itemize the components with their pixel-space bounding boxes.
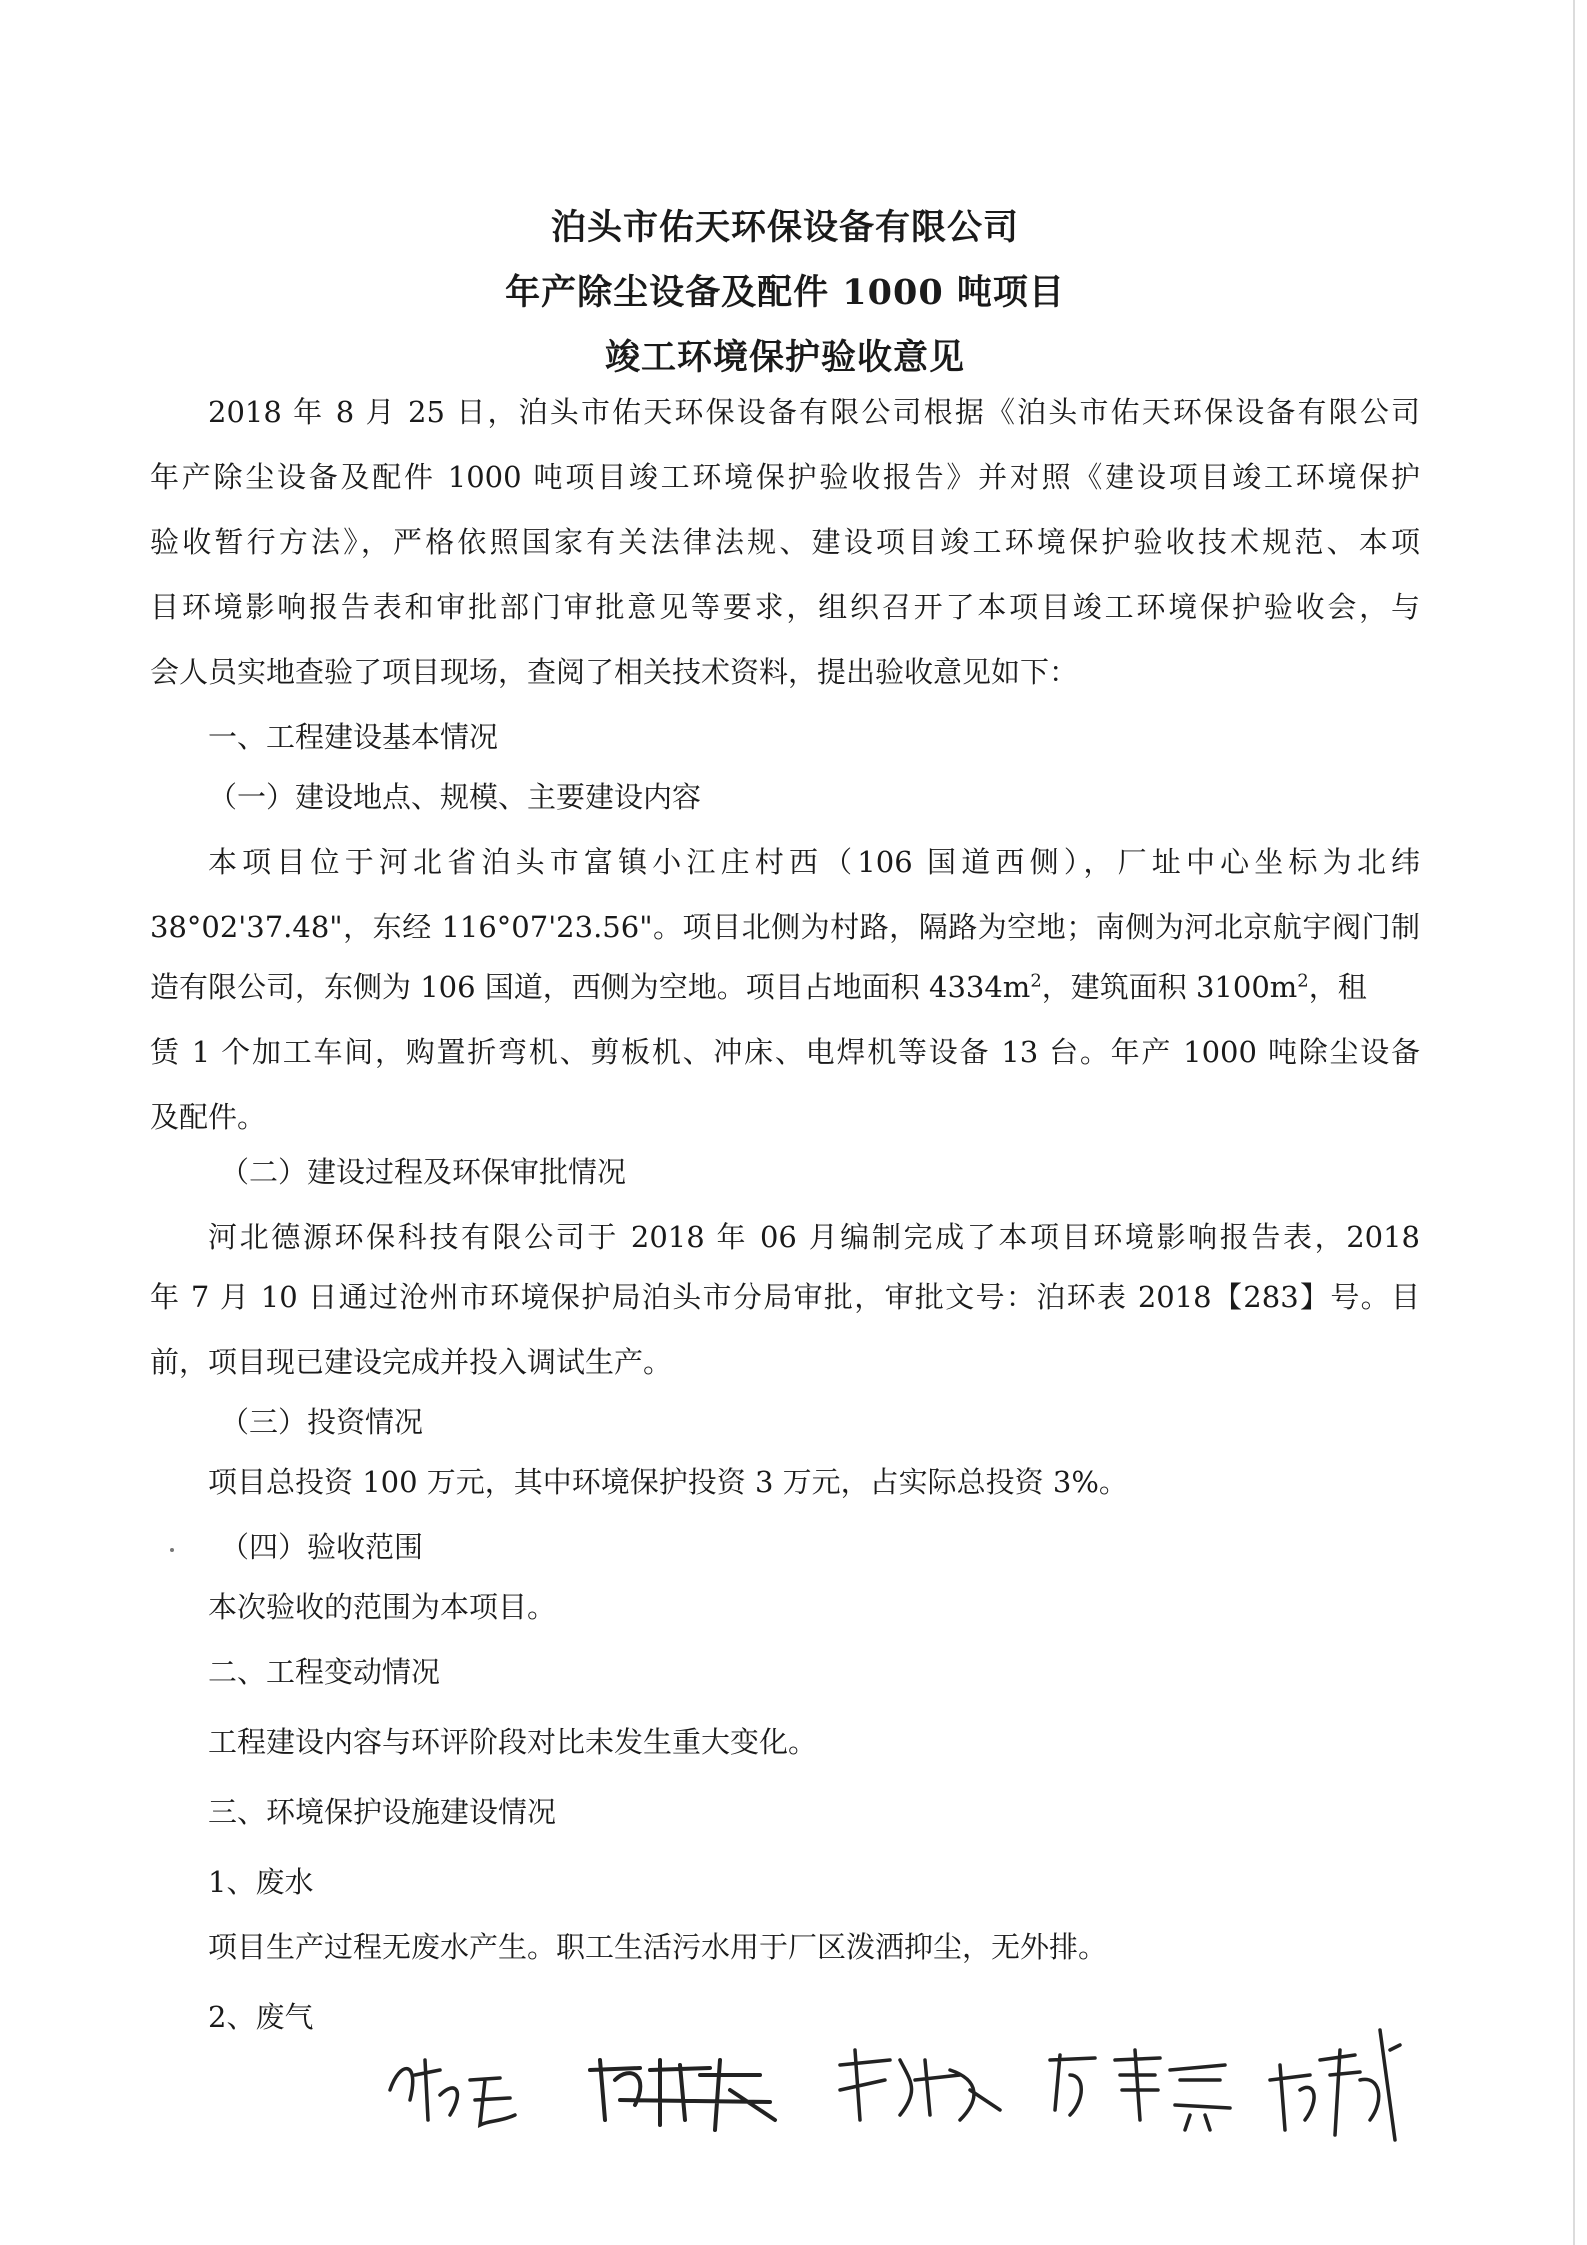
- intro-line-4: 目环境影响报告表和审批部门审批意见等要求，组织召开了本项目竣工环境保护验收会，与: [150, 590, 1420, 624]
- sub3-heading: （三）投资情况: [220, 1405, 424, 1439]
- sub1-heading: （一）建设地点、规模、主要建设内容: [208, 780, 702, 814]
- signatures-area: [380, 2020, 1480, 2170]
- sub2-heading: （二）建设过程及环保审批情况: [220, 1155, 627, 1189]
- intro-line-2: 年产除尘设备及配件 1000 吨项目竣工环境保护验收报告》并对照《建设项目竣工环境保护: [150, 460, 1420, 494]
- sub1-line-1: 本项目位于河北省泊头市富镇小江庄村西（106 国道西侧），厂址中心坐标为北纬: [208, 845, 1420, 879]
- item1-heading: 1、废水: [208, 1865, 314, 1899]
- signature-1: [380, 2020, 540, 2150]
- section2-heading: 二、工程变动情况: [208, 1655, 441, 1689]
- sub2-line-2: 年 7 月 10 日通过沧州市环境保护局泊头市分局审批，审批文号：泊环表 2018【283】号。目: [150, 1280, 1420, 1314]
- sub1-line-5: 及配件。: [150, 1100, 267, 1134]
- page-edge: [1573, 0, 1575, 2245]
- section3-heading: 三、环境保护设施建设情况: [208, 1795, 557, 1829]
- sub4-body: 本次验收的范围为本项目。: [208, 1590, 557, 1624]
- signature-5: [1260, 2020, 1410, 2170]
- title-line-3: 竣工环境保护验收意见: [604, 337, 965, 378]
- sub1-line-3: [150, 965, 1420, 1006]
- signature-2: [580, 2020, 790, 2150]
- section1-heading: 一、工程建设基本情况: [208, 720, 499, 754]
- intro-line-1: 2018 年 8 月 25 日，泊头市佑天环保设备有限公司根据《泊头市佑天环保设备有限公司: [208, 395, 1420, 429]
- sub1-line-3c: ，租: [1308, 970, 1367, 1004]
- title-line-2: 年产除尘设备及配件 1000 吨项目: [505, 272, 1065, 313]
- scan-speck: [170, 1548, 174, 1552]
- sub1-line-3b: ，建筑面积 3100m: [1041, 970, 1298, 1004]
- sub3-body: 项目总投资 100 万元，其中环境保护投资 3 万元，占实际总投资 3%。: [208, 1465, 1128, 1499]
- intro-line-5: 会人员实地查验了项目现场，查阅了相关技术资料，提出验收意见如下：: [150, 655, 1079, 689]
- item2-heading: 2、废气: [208, 2000, 314, 2034]
- sub4-heading: （四）验收范围: [220, 1530, 424, 1564]
- section2-body: 工程建设内容与环评阶段对比未发生重大变化。: [208, 1725, 818, 1759]
- signature-3: [830, 2020, 1010, 2150]
- sub2-line-1: 河北德源环保科技有限公司于 2018 年 06 月编制完成了本项目环境影响报告表，2018: [208, 1220, 1420, 1254]
- intro-line-3: 验收暂行方法》，严格依照国家有关法律法规、建设项目竣工环境保护验收技术规范、本项: [150, 525, 1420, 559]
- sub1-line-2: 38°02'37.48"，东经 116°07'23.56"。项目北侧为村路，隔路为空地；南侧为河北京航宇阀门制: [150, 910, 1420, 944]
- signature-4: [1040, 2020, 1240, 2150]
- sub2-line-3: 前，项目现已建设完成并投入调试生产。: [150, 1345, 673, 1379]
- title-line-1: 泊头市佑天环保设备有限公司: [550, 207, 1019, 248]
- sup-2b: 2: [1297, 970, 1309, 992]
- sub1-line-4: 赁 1 个加工车间，购置折弯机、剪板机、冲床、电焊机等设备 13 台。年产 1000 吨除尘设备: [150, 1035, 1420, 1069]
- sub1-line-3a: 造有限公司，东侧为 106 国道，西侧为空地。项目占地面积 4334m: [150, 970, 1031, 1004]
- item1-body: 项目生产过程无废水产生。职工生活污水用于厂区泼洒抑尘，无外排。: [208, 1930, 1108, 1964]
- sup-2a: 2: [1030, 970, 1042, 992]
